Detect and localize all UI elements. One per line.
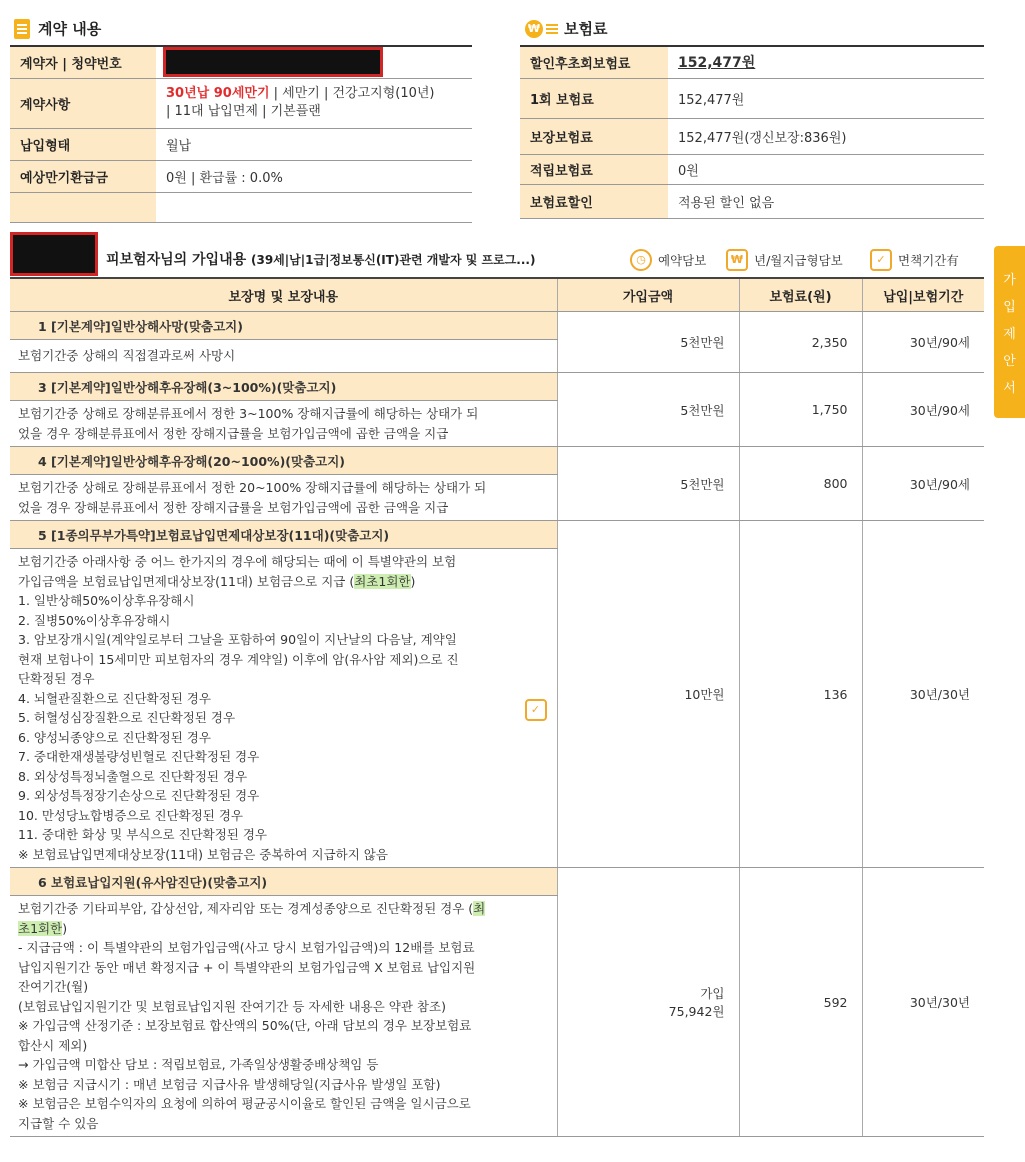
coverage-table [10, 277, 984, 1137]
contract-row-label: 계약자 | 청약번호 [10, 46, 156, 78]
desc-line: - 지급금액 : 이 특별약관의 보험가입금액(사고 당시 보험가입금액)의 12배를 보험료 [18, 940, 475, 955]
legend-reserved [630, 249, 706, 271]
contract-heading [14, 18, 101, 39]
legend-exemption [870, 249, 959, 271]
calendar-check-icon: ✓ [870, 249, 892, 271]
header-premium: 보험료(원) [739, 278, 862, 312]
list-icon [546, 22, 558, 36]
premium-row-label: 적립보험료 [520, 154, 668, 184]
desc-line: 2. 질병50%이상후유장해시 [18, 612, 171, 628]
contract-row-value [156, 192, 472, 222]
document-icon [14, 19, 30, 39]
desc-line: 지급할 수 있음 [18, 1115, 99, 1131]
desc-line: 보험기간중 상해의 직접결과로써 사망시 [18, 348, 236, 364]
desc-line: 단확정된 경우 [18, 671, 95, 686]
header-period: 납입|보험기간 [862, 278, 984, 312]
insured-name-redaction [10, 232, 98, 276]
premium-row-label: 1회 보험료 [520, 78, 668, 118]
side-tab-char: 입 [1003, 299, 1016, 315]
desc-line: ※ 보험금은 보험수익자의 요청에 의하여 평균공시이율로 할인된 금액을 일시금으로 [18, 1096, 471, 1111]
first-time-only-highlight: 최 [473, 901, 486, 916]
desc-line: 었을 경우 장해분류표에서 정한 장해지급률을 보험가입금액에 곱한 금액을 지급 [18, 499, 449, 515]
premium-row-label: 보장보험료 [520, 118, 668, 154]
alarm-clock-icon: ◷ [630, 249, 652, 271]
header-coverage: 보장명 및 보장내용 [10, 278, 557, 312]
desc-line: (보험료납입지원기간 및 보험료납입지원 잔여기간 등 자세한 내용은 약관 참조) [18, 998, 446, 1014]
desc-line: 보험기간중 아래사항 중 어느 한가지의 경우에 해당되는 때에 이 특별약관의 보험 [18, 554, 457, 569]
legend-annuity [726, 249, 843, 271]
coverage-description [10, 896, 557, 1137]
coverage-description [10, 340, 557, 373]
desc-line: 8. 외상성특정뇌출혈으로 진단확정된 경우 [18, 768, 248, 784]
desc-text: ) [410, 573, 416, 589]
coverage-amount [557, 868, 739, 1137]
desc-line [18, 919, 549, 939]
coverage-name: 3 [기본계약]일반상해후유장해(3~100%)(맞춤고지) [10, 373, 557, 401]
coverage-amount: 5천만원 [557, 447, 739, 521]
desc-line: ※ 보험금 지급시기 : 매년 보험금 지급사유 발생해당일(지급사유 발생일 포함) [18, 1076, 441, 1092]
coverage-name: 6 보험료납입지원(유사암진단)(맞춤고지) [10, 868, 557, 896]
calendar-check-icon: ✓ [525, 699, 547, 721]
desc-text: ) [62, 920, 68, 936]
coverage-premium: 592 [739, 868, 862, 1137]
premium-row-value [668, 46, 984, 78]
contract-table [10, 45, 472, 223]
table-row [10, 521, 984, 549]
premium-row-value: 적용된 할인 없음 [668, 184, 984, 218]
desc-line: 9. 외상성특정장기손상으로 진단확정된 경우 [18, 788, 260, 803]
contract-row-label: 납입형태 [10, 128, 156, 160]
proposal-side-tab[interactable] [994, 246, 1025, 418]
won-coin-icon: ₩ [525, 20, 543, 38]
desc-line: → 가입금액 미합산 담보 : 적립보험료, 가족일상생활중배상책임 등 [18, 1057, 379, 1072]
premium-row-label: 보험료할인 [520, 184, 668, 218]
desc-line: 합산시 제외) [18, 1037, 88, 1053]
desc-text: 보험기간중 기타피부암, 갑상선암, 제자리암 또는 경계성종양으로 진단확정된 경우 ( [18, 901, 474, 916]
contract-number-value [156, 46, 472, 78]
premium-row-label: 할인후초회보험료 [520, 46, 668, 78]
contract-terms-line1: | 세만기 | 건강고지형(10년) [269, 86, 435, 101]
desc-line: 보험기간중 상해로 장해분류표에서 정한 20~100% 장해지급률에 해당하는 상태가 되 [18, 480, 487, 495]
desc-line: 10. 만성당뇨합병증으로 진단확정된 경우 [18, 807, 243, 823]
contract-heading-text: 계약 내용 [38, 20, 102, 38]
desc-line: 11. 중대한 화상 및 부식으로 진단확정된 경우 [18, 827, 267, 842]
redaction-box [163, 47, 383, 77]
side-tab-char: 서 [1003, 380, 1016, 396]
desc-line: 4. 뇌혈관질환으로 진단확정된 경우 [18, 690, 211, 706]
coverage-amount: 5천만원 [557, 312, 739, 373]
table-row [10, 373, 984, 401]
insured-subtitle: (39세|남|1급|정보통신(IT)관련 개발자 및 프로그...) [251, 253, 536, 267]
coverage-period: 30년/90세 [862, 373, 984, 447]
desc-line: 잔여기간(월) [18, 979, 89, 994]
coverage-name: 5 [1종의무부가특약]보험료납입면제대상보장(11대)(맞춤고지) [10, 521, 557, 549]
desc-line: 납입지원기간 동안 매년 확정지급 + 이 특별약관의 보험가입금액 X 보험료 납입지원 [18, 959, 476, 975]
desc-line: 었을 경우 장해분류표에서 정한 장해지급률을 보험가입금액에 곱한 금액을 지급 [18, 425, 449, 441]
side-tab-char: 안 [1003, 353, 1016, 369]
desc-line [18, 899, 549, 919]
header-amount: 가입금액 [557, 278, 739, 312]
coverage-period: 30년/90세 [862, 312, 984, 373]
premium-row-value: 152,477원(갱신보장:836원) [668, 118, 984, 154]
table-row [10, 312, 984, 340]
coverage-amount: 5천만원 [557, 373, 739, 447]
table-header-row [10, 278, 984, 312]
contract-row-value: 월납 [156, 128, 472, 160]
desc-line: 6. 양성뇌종양으로 진단확정된 경우 [18, 729, 211, 745]
legend-label: 면책기간有 [898, 253, 959, 268]
desc-line: 3. 암보장개시일(계약일로부터 그날을 포함하여 90일이 지난날의 다음날, 계약일 [18, 632, 457, 647]
premium-row-value: 152,477원 [668, 78, 984, 118]
calendar-won-icon: ₩ [726, 249, 748, 271]
amount-line: 75,942원 [668, 1004, 725, 1019]
desc-line: 현재 보험나이 15세미만 피보험자의 경우 계약일) 이후에 암(유사암 제외)으로 진 [18, 651, 459, 667]
premium-row-value: 0원 [668, 154, 984, 184]
coverage-name: 4 [기본계약]일반상해후유장해(20~100%)(맞춤고지) [10, 447, 557, 475]
coverage-name: 1 [기본계약]일반상해사망(맞춤고지) [10, 312, 557, 340]
legend-label: 년/월지급형담보 [754, 253, 843, 268]
contract-row-label [10, 192, 156, 222]
payment-term-highlight: 30년납 90세만기 [166, 86, 270, 101]
coverage-period: 30년/90세 [862, 447, 984, 521]
coverage-description [10, 475, 557, 521]
contract-terms-line2: | 11대 납입면제 | 기본플랜 [166, 104, 321, 119]
insured-title [106, 249, 535, 269]
desc-line: 5. 허혈성심장질환으로 진단확정된 경우 [18, 710, 236, 725]
premium-heading-text: 보험료 [564, 20, 608, 38]
discounted-premium-value: 152,477원 [678, 55, 756, 72]
insured-title-text: 피보험자님의 가입내용 [106, 252, 247, 268]
desc-line [18, 572, 549, 592]
legend-label: 예약담보 [658, 253, 707, 268]
side-tab-char: 가 [1003, 272, 1016, 288]
desc-text: 가입금액을 보험료납입면제대상보장(11대) 보험금으로 지급 ( [18, 573, 355, 589]
coverage-description [10, 549, 557, 868]
coverage-premium: 800 [739, 447, 862, 521]
coverage-description [10, 401, 557, 447]
desc-line: ※ 가입금액 산정기준 : 보장보험료 합산액의 50%(단, 아래 담보의 경우 보장보험료 [18, 1018, 472, 1033]
side-tab-char: 제 [1003, 326, 1016, 342]
desc-line: 1. 일반상해50%이상후유장해시 [18, 593, 195, 608]
contract-row-label: 계약사항 [10, 78, 156, 128]
amount-line: 가입 [700, 986, 725, 1001]
desc-line: ※ 보험료납입면제대상보장(11대) 보험금은 중복하여 지급하지 않음 [18, 846, 388, 862]
coverage-premium: 1,750 [739, 373, 862, 447]
contract-row-label: 예상만기환급금 [10, 160, 156, 192]
coverage-premium: 136 [739, 521, 862, 868]
table-row [10, 447, 984, 475]
contract-row-value: 0원 | 환급률 : 0.0% [156, 160, 472, 192]
coverage-premium: 2,350 [739, 312, 862, 373]
coverage-period: 30년/30년 [862, 868, 984, 1137]
coverage-amount: 10만원 [557, 521, 739, 868]
first-time-only-highlight: 초1회한 [18, 920, 63, 936]
premium-heading [525, 18, 607, 39]
contract-terms-value [156, 78, 472, 128]
desc-line: 7. 중대한재생불량성빈혈로 진단확정된 경우 [18, 749, 260, 764]
coverage-period: 30년/30년 [862, 521, 984, 868]
desc-line: 보험기간중 상해로 장해분류표에서 정한 3~100% 장해지급률에 해당하는 상태가 되 [18, 406, 479, 421]
premium-table [520, 45, 984, 219]
table-row [10, 868, 984, 896]
first-time-only-highlight: 최초1회한 [354, 573, 411, 589]
